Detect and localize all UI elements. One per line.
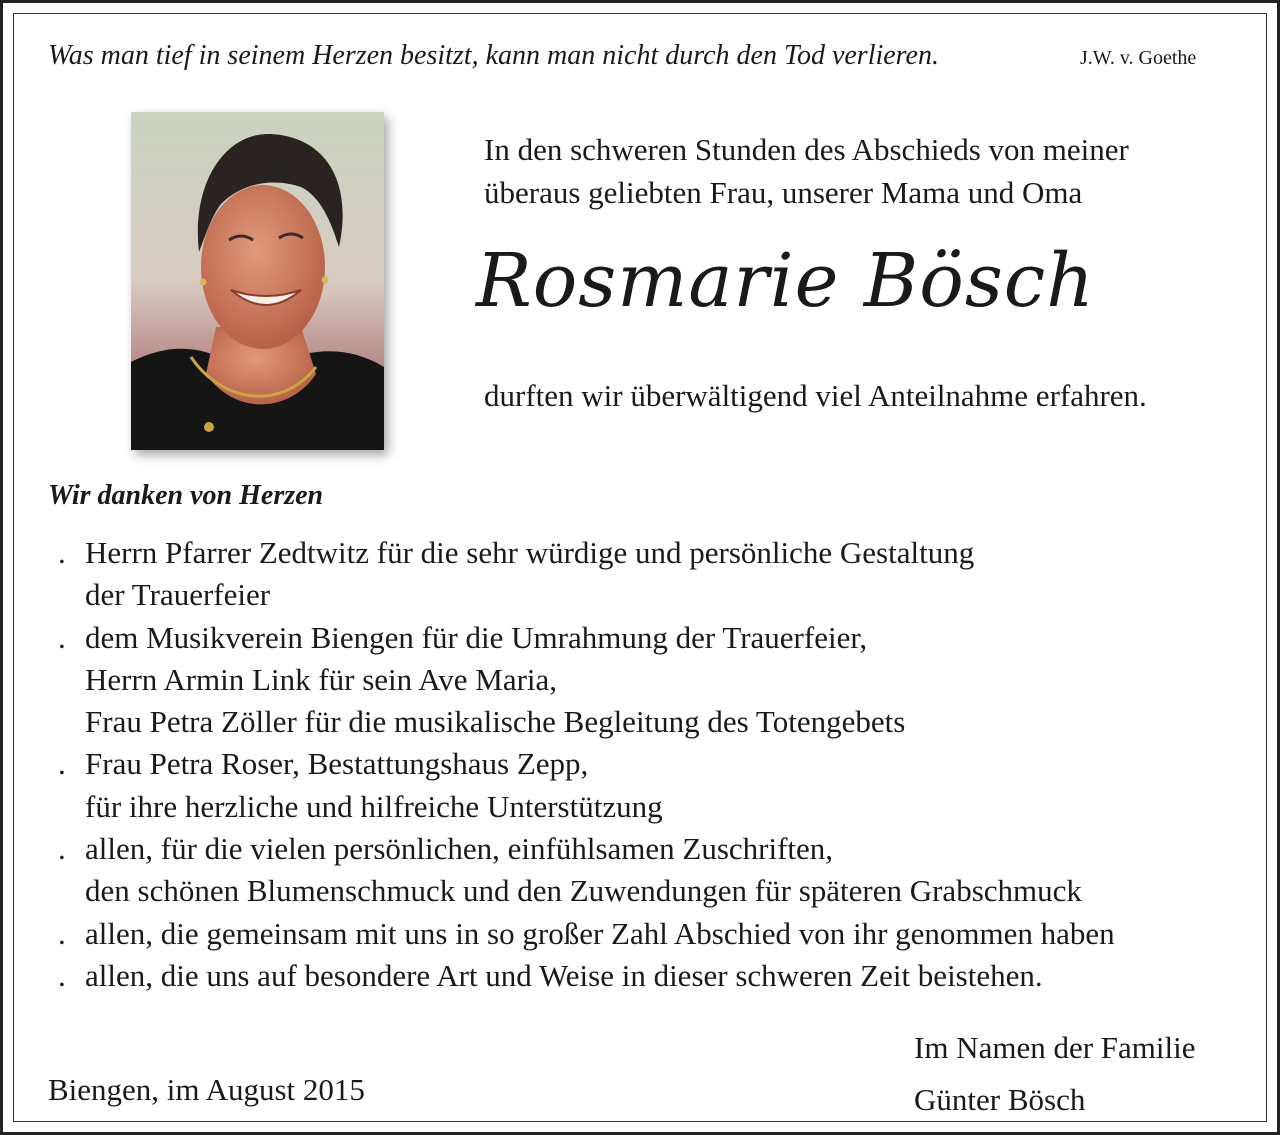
thanks-item (58, 913, 1115, 955)
thanks-item (58, 532, 1115, 617)
thanks-item (58, 955, 1115, 997)
thanks-item-line: dem Musikverein Biengen für die Umrahmung der Trauerfeier, (85, 619, 868, 655)
thanks-item-line: Herrn Pfarrer Zedtwitz für die sehr würdige und persönliche Gestaltung (85, 535, 975, 570)
bullet-dot: . (58, 915, 66, 951)
deceased-name: Rosmarie Bösch (476, 238, 1095, 324)
thanks-item (58, 828, 1115, 913)
signature-line-1: Im Namen der Familie (914, 1030, 1196, 1065)
signature (914, 1022, 1196, 1126)
place-date: Biengen, im August 2015 (48, 1072, 365, 1107)
bullet-dot: . (58, 746, 66, 782)
bullet-dot: . (58, 831, 66, 867)
thanks-item-line: Herrn Armin Link für sein Ave Maria, (85, 661, 558, 697)
after-name-text: durften wir überwältigend viel Anteilnahme erfahren. (484, 378, 1147, 413)
signature-line-2: Günter Bösch (914, 1082, 1086, 1117)
thanks-item-line: für ihre herzliche und hilfreiche Unterstützung (85, 788, 663, 824)
bullet-dot: . (58, 619, 66, 655)
thanks-heading: Wir danken von Herzen (48, 480, 324, 511)
thanks-item-line: den schönen Blumenschmuck und den Zuwendungen für späteren Grabschmuck (85, 873, 1082, 909)
intro-line-1: In den schweren Stunden des Abschieds von meiner (484, 132, 1129, 167)
quote-author: J.W. v. Goethe (1080, 47, 1197, 69)
bullet-dot: . (58, 535, 66, 570)
thanks-item-line: allen, für die vielen persönlichen, einfühlsamen Zuschriften, (85, 831, 834, 867)
thanks-item-line: allen, die uns auf besondere Art und Weise in dieser schweren Zeit beistehen. (85, 957, 1043, 993)
thanks-item-line: der Trauerfeier (85, 577, 271, 613)
intro-text (484, 128, 1129, 214)
thanks-item-line: allen, die gemeinsam mit uns in so großer Zahl Abschied von ihr genommen haben (85, 915, 1115, 951)
thanks-item-line: Frau Petra Roser, Bestattungshaus Zepp, (85, 746, 589, 782)
bullet-dot: . (58, 957, 66, 993)
thanks-item-line: Frau Petra Zöller für die musikalische Begleitung des Totengebets (85, 704, 906, 740)
intro-line-2: überaus geliebten Frau, unserer Mama und Oma (484, 175, 1083, 210)
goethe-quote: Was man tief in seinem Herzen besitzt, kann man nicht durch den Tod verlieren. (48, 40, 939, 71)
thanks-item (58, 743, 1115, 828)
thanks-list (58, 532, 1115, 997)
thanks-item (58, 617, 1115, 744)
portrait-photo (131, 112, 384, 450)
